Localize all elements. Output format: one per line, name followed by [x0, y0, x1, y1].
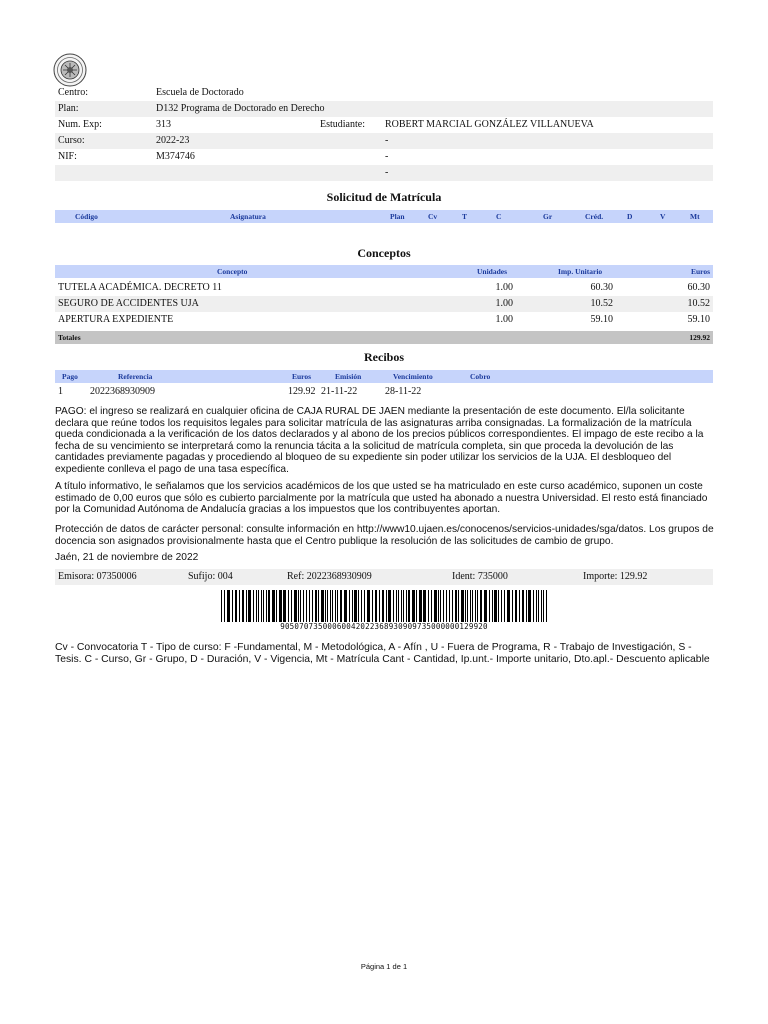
concepto-cell: APERTURA EXPEDIENTE [58, 314, 174, 325]
student-info-block [55, 85, 713, 181]
info-value: - [385, 135, 389, 146]
barcode-number: 90507073500060042022368930909735000000129920 [280, 622, 488, 631]
pago-cell: 1 [58, 386, 63, 397]
euros-cell: 10.52 [687, 298, 710, 309]
info-row-centro [55, 85, 713, 101]
col-euros: Euros [690, 267, 710, 276]
barcode-icon [219, 590, 549, 622]
recibos-table-header [55, 370, 713, 383]
date-line: Jaén, 21 de noviembre de 2022 [55, 552, 199, 563]
imp-cell: 59.10 [590, 314, 613, 325]
euros-cell: 60.30 [687, 282, 710, 293]
col-pago: Pago [62, 372, 78, 381]
col-cred: Créd. [585, 212, 604, 221]
col-imp-unitario: Imp. Unitario [558, 267, 603, 276]
info-label: Curso: [58, 135, 85, 146]
info-value: 2022-23 [156, 135, 190, 146]
table-row [55, 296, 713, 312]
info-row-extra [55, 165, 713, 181]
info-row-exp [55, 117, 713, 133]
info-label: Plan: [58, 103, 79, 114]
info-label: Centro: [58, 87, 88, 98]
col-plan: Plan [390, 212, 405, 221]
col-c: C [496, 212, 502, 221]
info-row-nif [55, 149, 713, 165]
info-value: Escuela de Doctorado [156, 87, 244, 98]
university-seal-icon [53, 53, 87, 87]
info-value: - [385, 167, 389, 178]
conceptos-title: Conceptos [357, 246, 411, 260]
solicitud-table-header [55, 210, 713, 223]
col-d: D [627, 212, 633, 221]
col-asignatura: Asignatura [230, 212, 266, 221]
proteccion-paragraph: Protección de datos de carácter personal: consulte información en http://www10.ujaen.es/conocenos/servicios-unidades/sga/datos. Los grupos de docencia son asignados provisionalmente hasta que el Centro publique la resolución de las solicitudes de cambio de grupo. [55, 524, 714, 547]
info-row-curso [55, 133, 713, 149]
unidades-cell: 1.00 [495, 314, 513, 325]
table-row [55, 280, 713, 296]
col-vencimiento: Vencimiento [393, 372, 433, 381]
col-referencia: Referencia [118, 372, 153, 381]
page-number: Página 1 de 1 [360, 962, 408, 971]
vencimiento-cell: 28-11-22 [385, 386, 422, 397]
info-value: D132 Programa de Doctorado en Derecho [156, 103, 325, 114]
col-v: V [660, 212, 666, 221]
col-unidades: Unidades [477, 267, 508, 276]
col-gr: Gr [543, 212, 553, 221]
info-label: Estudiante: [320, 119, 365, 130]
referencia-cell: 2022368930909 [90, 386, 155, 397]
sufijo: Sufijo: 004 [188, 571, 233, 582]
info-value: - [385, 151, 389, 162]
col-cv: Cv [428, 212, 438, 221]
imp-cell: 10.52 [590, 298, 613, 309]
totals-label: Totales [58, 333, 81, 342]
concepto-cell: TUTELA ACADÉMICA. DECRETO 11 [58, 282, 222, 293]
solicitud-title: Solicitud de Matrícula [326, 190, 442, 204]
pago-paragraph: PAGO: el ingreso se realizará en cualquier oficina de CAJA RURAL DE JAEN mediante la presentación de este documento. El/la solicitante declara que reúne todos los requisitos legales para solicitar matrícula de las asignaturas arriba consignadas. La formalización de la matrícula queda condicionada a la verificación de los datos declarados y al abono de los precios públicos correspondientes. El impago de este recibo a la fecha de su vencimiento se interpretará como la renuncia tácita a la solicitud de matrícula completa, sin que proceda la devolución de las cantidades previamente pagadas y procediendo al bloqueo de su expediente sin poder utilizar los servicios de la UJA. El desbloqueo del expediente conlleva el pago de una tasa específica. [55, 406, 704, 475]
info-value: M374746 [156, 151, 195, 162]
col-codigo: Código [75, 212, 98, 221]
unidades-cell: 1.00 [495, 282, 513, 293]
col-mt: Mt [690, 212, 700, 221]
col-concepto: Concepto [217, 267, 248, 276]
student-name: ROBERT MARCIAL GONZÁLEZ VILLANUEVA [385, 119, 594, 130]
totals-row [55, 331, 713, 344]
payment-reference-bar [55, 569, 713, 585]
col-emision: Emisión [335, 372, 362, 381]
info-label: Num. Exp: [58, 119, 102, 130]
euros-cell: 59.10 [687, 314, 710, 325]
concepto-cell: SEGURO DE ACCIDENTES UJA [58, 298, 199, 309]
info-label: NIF: [58, 151, 77, 162]
info-value: 313 [156, 119, 171, 130]
abbreviation-legend: Cv - Convocatoria T - Tipo de curso: F -Fundamental, M - Metodológica, A - Afín , U - Fuera de Programa, R - Trabajo de Investigación, S - Tesis. C - Curso, Gr - Grupo, D - Duración, V - Vigencia, Mt - Matrícula Cant - Cantidad, Ip.unt.- Importe unitario, Dto.apl.- Descuento aplicable [55, 642, 710, 665]
ref: Ref: 2022368930909 [287, 571, 372, 582]
totals-value: 129.92 [689, 333, 710, 342]
euros-cell: 129.92 [288, 386, 316, 397]
importe: Importe: 129.92 [583, 571, 648, 582]
conceptos-table-header [55, 265, 713, 278]
imp-cell: 60.30 [590, 282, 613, 293]
table-row [55, 384, 713, 400]
info-row-plan [55, 101, 713, 117]
recibos-title: Recibos [364, 350, 404, 364]
emision-cell: 21-11-22 [321, 386, 358, 397]
col-t: T [462, 212, 468, 221]
col-cobro: Cobro [470, 372, 491, 381]
emisora: Emisora: 07350006 [58, 571, 137, 582]
col-euros: Euros [292, 372, 312, 381]
unidades-cell: 1.00 [495, 298, 513, 309]
ident: Ident: 735000 [452, 571, 508, 582]
table-row [55, 312, 713, 328]
informativo-paragraph: A título informativo, le señalamos que los servicios académicos de los que usted se ha matriculado en este curso académico, suponen un coste estimado de 0,00 euros que sólo es cubierto parcialmente por la matrícula que usted ha abonado a nuestra Universidad. El resto está financiado por la Comunidad Autónoma de Andalucía gracias a los impuestos que los contribuyentes aportan. [55, 481, 708, 516]
